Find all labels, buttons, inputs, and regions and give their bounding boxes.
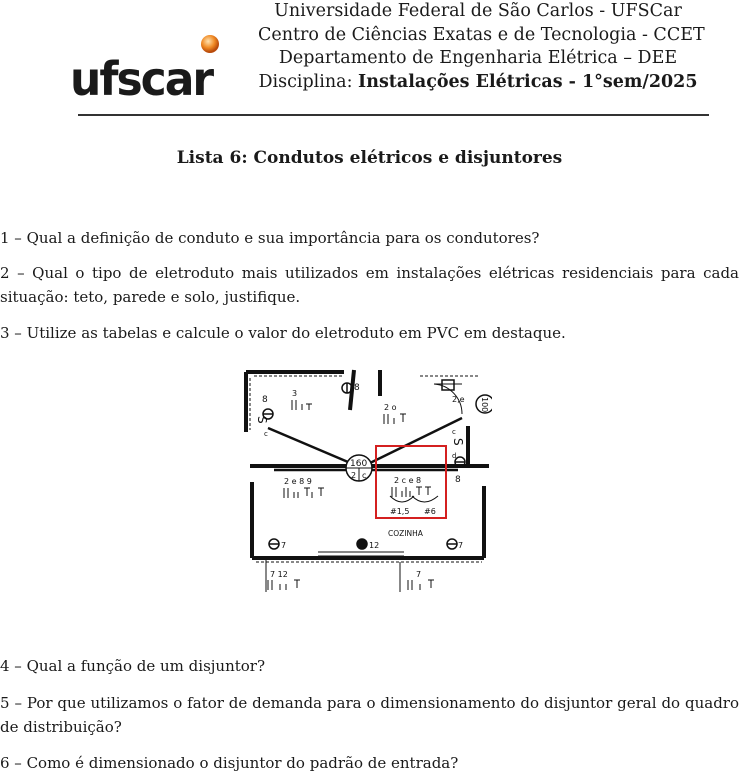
switch-s-left-sub: c bbox=[264, 430, 268, 438]
course-prefix: Disciplina: bbox=[258, 71, 359, 92]
header-rule bbox=[78, 114, 709, 116]
circuit-3: 3 bbox=[292, 389, 298, 398]
lamp-8-right: 8 bbox=[455, 475, 461, 485]
question-3: 3 – Utilize as tabelas e calcule o valor do eletroduto em PVC em destaque. bbox=[0, 324, 566, 342]
bottom-right-wires: 7 bbox=[416, 570, 422, 579]
question-2: 2 – Qual o tipo de eletroduto mais utilizados em instalações elétricas residenciais para cada situação: teto, parede e solo, justifique. bbox=[0, 264, 739, 306]
switch-s-left: S bbox=[255, 416, 269, 424]
lamp-8-left: 8 bbox=[262, 395, 268, 405]
lamp-8-top: 8 bbox=[354, 383, 360, 393]
junction-circuit: 2 bbox=[351, 471, 357, 480]
gauge-1-5: #1,5 bbox=[390, 507, 410, 516]
circuit-left-wires: 2 e 8 9 bbox=[284, 477, 312, 486]
outlet-7-left: 7 bbox=[281, 541, 287, 550]
outlet-7-right: 7 bbox=[458, 541, 464, 550]
junction-label: 160 bbox=[350, 459, 368, 469]
course-line bbox=[258, 71, 698, 95]
page-title: Lista 6: Condutos elétricos e disjuntores bbox=[176, 148, 563, 168]
outlet-12: 12 bbox=[369, 541, 380, 550]
question-4: 4 – Qual a função de um disjuntor? bbox=[0, 657, 266, 675]
course-name: Instalações Elétricas - 1°sem/2025 bbox=[358, 71, 698, 92]
logo-text: ufscar bbox=[70, 52, 213, 102]
switch-s-right-sub: d bbox=[452, 452, 457, 460]
junction-switch: c bbox=[362, 471, 367, 480]
floor-plan-figure bbox=[244, 366, 492, 596]
circuit-100: 100 bbox=[480, 397, 489, 413]
switch-c-small: c bbox=[452, 428, 456, 436]
center-name: Centro de Ciências Exatas e de Tecnologia - CCET bbox=[258, 24, 705, 45]
circuit-2e: 2,e bbox=[452, 395, 465, 404]
gauge-6: #6 bbox=[424, 507, 436, 516]
question-5: 5 – Por que utilizamos o fator de demanda para o dimensionamento do disjuntor geral do quadro de distribuição? bbox=[0, 694, 739, 736]
ufscar-logo bbox=[68, 30, 230, 102]
university-name: Universidade Federal de São Carlos - UFSCar bbox=[274, 1, 682, 21]
question-6: 6 – Como é dimensionado o disjuntor do padrão de entrada? bbox=[0, 754, 459, 772]
institution-header bbox=[258, 0, 705, 94]
room-label-kitchen: COZINHA bbox=[388, 529, 423, 538]
highlight-wires-label: 2 c e 8 bbox=[394, 476, 422, 485]
switch-s-right: S bbox=[451, 438, 465, 446]
bottom-left-wires: 7 12 bbox=[270, 570, 288, 579]
department-name: Departamento de Engenharia Elétrica – DEE bbox=[278, 48, 678, 68]
circuit-2o: 2 o bbox=[384, 403, 397, 412]
question-1: 1 – Qual a definição de conduto e sua importância para os condutores? bbox=[0, 229, 540, 247]
